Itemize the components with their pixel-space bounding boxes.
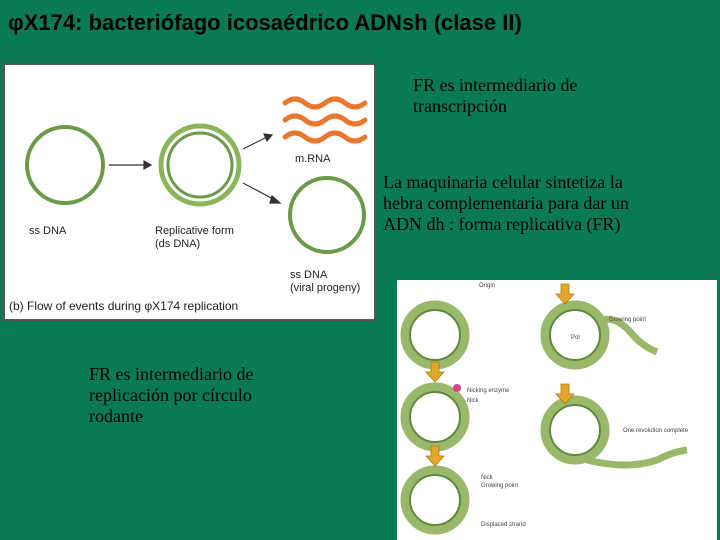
nicking-enzyme-icon	[453, 384, 461, 392]
note-rolling-line3: rodante	[89, 406, 143, 426]
revolution-label: One revolution complete	[623, 428, 689, 434]
rf-label-2: (ds DNA)	[155, 238, 201, 250]
displaced-strand-label: Displaced strand	[481, 522, 526, 528]
pol-label: Pol	[571, 335, 580, 341]
nick-label: Nick	[467, 398, 479, 404]
title-text: X174: bacteriófago icosaédrico ADNsh (clase II)	[23, 10, 522, 35]
progeny-circle	[290, 178, 364, 252]
flow-arrows	[109, 134, 280, 203]
rolling-circle-diagram	[397, 280, 717, 540]
origin-label: Origin	[479, 283, 496, 289]
rf-outer-circle	[161, 126, 239, 204]
phi-symbol: φ	[8, 10, 24, 35]
growing-point-label: Growing point	[609, 317, 647, 323]
mrna-label: m.RNA	[295, 153, 331, 165]
note-complementary-line1: La maquinaria celular sintetiza la	[383, 172, 623, 192]
note-rolling-line1: FR es intermediario de	[89, 364, 254, 384]
rf-inner-circle	[168, 133, 232, 197]
progeny-label-1: ss DNA	[290, 269, 328, 281]
nicking-enzyme-label: Nicking enzyme	[467, 388, 510, 394]
rolling-circle-graphic	[397, 280, 717, 540]
note-rolling-circle	[89, 364, 253, 427]
replication-flow-diagram	[3, 63, 376, 321]
note-complementary-line3: ADN dh : forma replicativa (FR)	[383, 214, 621, 234]
note-transcription-line2: transcripción	[413, 96, 507, 116]
ssdna-label: ss DNA	[29, 225, 67, 237]
slide-title	[8, 10, 522, 36]
growing-point2-label: Growing point	[481, 483, 519, 489]
note-complementary-line2: hebra complementaria para dar un	[383, 193, 629, 213]
rf-label-1: Replicative form	[155, 225, 234, 237]
diagram-caption: (b) Flow of events during φX174 replication	[9, 299, 239, 313]
ssdna-circle	[27, 127, 103, 203]
note-complementary	[383, 172, 629, 235]
note-rolling-line2: replicación por círculo	[89, 385, 252, 405]
nick2-label: Nick	[481, 475, 493, 481]
mrna-waves	[285, 99, 365, 141]
left-rings	[405, 305, 465, 530]
note-transcription-line1: FR es intermediario de	[413, 75, 578, 95]
note-transcription	[413, 75, 577, 117]
progeny-label-2: (viral progeny)	[290, 282, 361, 294]
